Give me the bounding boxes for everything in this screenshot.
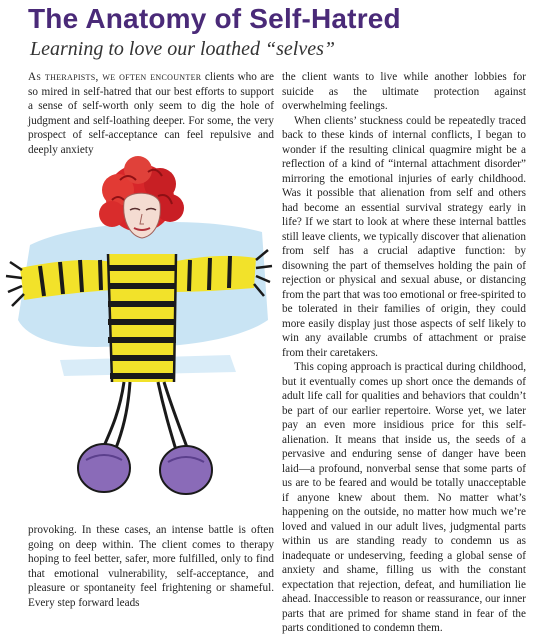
article-title: The Anatomy of Self-Hatred: [28, 3, 401, 34]
right-paragraph-2: When clients’ stuckness could be repeatedly traced back to these kinds of internal conflicts, I began to wonder if the resulting clinical quagmire might be a reflection of a kind of “internal attachment disorder” mirroring the emotional injuries of early childhood. Was it possible that alienation from self and others had become an essential survival strategy early in life? If we start to look at where these internal battles still leave clients, we typically discover that alienation from self has a crucial adaptive function: by disowning the part of themselves holding the pain of rejection or physical and sexual abuse, or distancing from the part that was too emotional or free-spirited to be tolerated in their families of origin, they could more easily display just those aspects of self likely to win any available crumbs of attachment or praise from their caretakers.: [282, 114, 526, 359]
right-column: [282, 70, 526, 636]
right-paragraph-1: the client wants to live while another lobbies for suicide as the ultimate protection against overwhelming feelings.: [282, 71, 526, 112]
shoes: [78, 444, 212, 494]
left-column-continued: [28, 523, 274, 610]
left-column-intro: [28, 70, 274, 157]
sweater-torso: [108, 254, 176, 382]
illustration-figure: [0, 150, 276, 520]
legs: [104, 382, 188, 450]
intro-paragraph: [28, 70, 274, 157]
right-paragraph-3: This coping approach is practical during childhood, but it eventually comes up short once the demands of adult life call for qualities and behaviors that couldn’t be part of our earlier repertoire. Worse yet, we later pay an even more insidious price for this self-alienation. It means that inside us, the seeds of a pervasive and enduring sense of danger have been laid—a profound, nonverbal sense that some parts of us are to be feared and would be totally unacceptable if anyone knew about them. No matter what’s happening on the outside, no matter how much we’re loved and valued in our adult lives, judgmental parts within us are standing ready to condemn us as inadequate or undeserving, feeding a global sense of anxiety and shame, filling us with the constant expectation that rejection, defeat, and humiliation lie ahead. Inaccessible to reason or reassurance, our inner parts that are primed for shame stand in fear of the parts conditioned to condemn them.: [282, 361, 526, 634]
article-subtitle: Learning to love our loathed “selves”: [30, 38, 335, 60]
intro-text: clients who are so mired in self-hatred that our best efforts to support a sense of self-worth only seem to dig the hole of judgment and self-loathing deeper. For some, the very prospect of self-acceptance can feel repulsive and deeply anxiety: [28, 71, 274, 156]
intro-lead-in: As therapists, we often encounter: [28, 71, 202, 83]
left-bottom-paragraph: provoking. In these cases, an intense battle is often going on deep within. The client comes to therapy hoping to feel better, safer, more fulfilled, only to find that emotional vulnerability, self-acceptance, and pleasure or spontaneity feel frightening or shameful. Every step forward leads: [28, 524, 274, 609]
